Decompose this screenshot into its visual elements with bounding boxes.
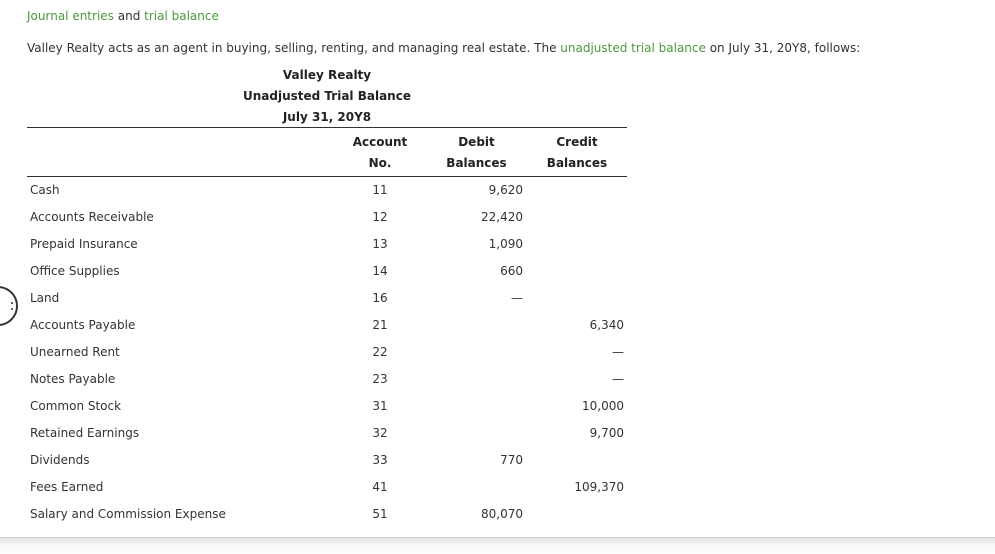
account-no-cell: 41 bbox=[372, 480, 388, 494]
account-no-header-line2: No. bbox=[368, 156, 392, 170]
debit-header-line2: Balances bbox=[446, 156, 507, 170]
account-cell: Accounts Payable bbox=[30, 318, 136, 332]
table-row bbox=[27, 342, 627, 362]
account-cell: Office Supplies bbox=[30, 264, 120, 278]
debit-cell: 9,620 bbox=[488, 183, 523, 197]
table-row bbox=[27, 288, 627, 308]
account-no-cell: 32 bbox=[372, 426, 388, 440]
intro-paragraph bbox=[27, 40, 860, 56]
credit-cell: — bbox=[612, 372, 624, 386]
table-row bbox=[27, 396, 627, 416]
vertical-dots-icon bbox=[11, 300, 13, 312]
credit-header bbox=[530, 134, 624, 171]
table-row bbox=[27, 504, 627, 524]
account-no-cell: 12 bbox=[372, 210, 388, 224]
account-no-cell: 22 bbox=[372, 345, 388, 359]
more-options-circle-icon[interactable] bbox=[0, 286, 18, 326]
account-cell: Dividends bbox=[30, 453, 90, 467]
table-row bbox=[27, 207, 627, 227]
table-row bbox=[27, 450, 627, 470]
account-no-cell: 11 bbox=[372, 183, 388, 197]
statement-date: July 31, 20Y8 bbox=[282, 110, 372, 124]
account-no-cell: 51 bbox=[372, 507, 388, 521]
account-no-cell: 21 bbox=[372, 318, 388, 332]
company-name: Valley Realty bbox=[282, 68, 372, 82]
account-no-cell: 31 bbox=[372, 399, 388, 413]
credit-cell: 109,370 bbox=[574, 480, 624, 494]
debit-header-line1: Debit bbox=[458, 135, 495, 149]
header-bottom-rule bbox=[27, 176, 627, 177]
debit-header bbox=[430, 134, 523, 171]
account-no-cell: 33 bbox=[372, 453, 388, 467]
account-no-cell: 14 bbox=[372, 264, 388, 278]
table-row bbox=[27, 234, 627, 254]
account-cell: Salary and Commission Expense bbox=[30, 507, 226, 521]
intro-text-before: Valley Realty acts as an agent in buying, selling, renting, and managing real estate. The bbox=[27, 41, 561, 55]
account-cell: Retained Earnings bbox=[30, 426, 140, 440]
bottom-panel-edge bbox=[0, 537, 995, 554]
debit-cell: 660 bbox=[500, 264, 523, 278]
table-row bbox=[27, 261, 627, 281]
table-row bbox=[27, 477, 627, 497]
debit-cell: 22,420 bbox=[481, 210, 523, 224]
account-cell: Land bbox=[30, 291, 60, 305]
account-cell: Notes Payable bbox=[30, 372, 116, 386]
statement-title: Unadjusted Trial Balance bbox=[243, 89, 411, 103]
table-row bbox=[27, 315, 627, 335]
account-no-cell: 13 bbox=[372, 237, 388, 251]
account-no-cell: 23 bbox=[372, 372, 388, 386]
account-cell: Unearned Rent bbox=[30, 345, 120, 359]
account-no-cell: 16 bbox=[372, 291, 388, 305]
table-row bbox=[27, 369, 627, 389]
table-row bbox=[27, 423, 627, 443]
credit-cell: — bbox=[612, 345, 624, 359]
intro-text-after: on July 31, 20Y8, follows: bbox=[705, 41, 861, 55]
debit-cell: 770 bbox=[500, 453, 523, 467]
debit-cell: — bbox=[511, 291, 523, 305]
account-cell: Cash bbox=[30, 183, 60, 197]
table-row bbox=[27, 180, 627, 200]
header-top-rule bbox=[27, 127, 627, 128]
account-cell: Accounts Receivable bbox=[30, 210, 154, 224]
account-cell: Prepaid Insurance bbox=[30, 237, 138, 251]
heading-connector: and bbox=[113, 9, 145, 23]
credit-cell: 9,700 bbox=[589, 426, 624, 440]
debit-cell: 1,090 bbox=[488, 237, 523, 251]
credit-cell: 10,000 bbox=[582, 399, 624, 413]
credit-header-line2: Balances bbox=[546, 156, 608, 170]
journal-entries-link[interactable]: Journal entries bbox=[27, 9, 114, 23]
account-cell: Fees Earned bbox=[30, 480, 104, 494]
page-heading bbox=[27, 8, 219, 24]
credit-header-line1: Credit bbox=[556, 135, 598, 149]
trial-balance-link[interactable]: trial balance bbox=[144, 9, 219, 23]
credit-cell: 6,340 bbox=[589, 318, 624, 332]
unadjusted-trial-balance-link[interactable]: unadjusted trial balance bbox=[560, 41, 706, 55]
debit-cell: 80,070 bbox=[481, 507, 523, 521]
account-no-header bbox=[330, 134, 430, 171]
account-cell: Common Stock bbox=[30, 399, 122, 413]
account-no-header-line1: Account bbox=[352, 135, 408, 149]
